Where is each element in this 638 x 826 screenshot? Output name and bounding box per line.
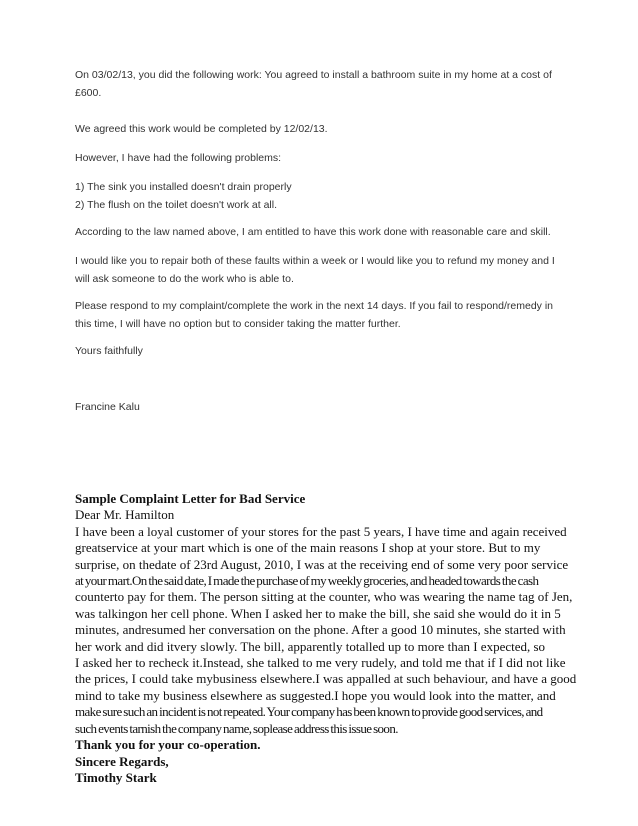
letter1-problem-2: 2) The flush on the toilet doesn't work at all. bbox=[75, 199, 278, 211]
letter2-line: was talkingon her cell phone. When I asked her to make the bill, she said she would do it in 5 bbox=[75, 605, 561, 621]
letter2-line: minutes, andresumed her conversation on the phone. After a good 10 minutes, she started with bbox=[75, 622, 566, 638]
letter2-salutation: Dear Mr. Hamilton bbox=[75, 507, 175, 523]
letter1-request-line2: will ask someone to do the work who is able to. bbox=[75, 273, 294, 285]
letter2-body bbox=[75, 491, 575, 786]
letter1-request-line1: I would like you to repair both of these faults within a week or I would like you to refund my money and I bbox=[75, 255, 555, 267]
letter2-line: counterto pay for them. The person sitting at the counter, who was wearing the name tag of Jen, bbox=[75, 589, 573, 605]
letter1-deadline-line1: Please respond to my complaint/complete the work in the next 14 days. If you fail to respond/remedy in bbox=[75, 300, 554, 312]
letter2-line: I have been a loyal customer of your stores for the past 5 years, I have time and again received bbox=[75, 523, 567, 539]
letter2-signature: Timothy Stark bbox=[75, 769, 157, 785]
letter1-closing: Yours faithfully bbox=[75, 345, 143, 357]
letter1-work-line1: On 03/02/13, you did the following work: You agreed to install a bathroom suite in my home at a cost of bbox=[75, 69, 552, 81]
letter1-signature: Francine Kalu bbox=[75, 401, 140, 413]
letter1-problem-1: 1) The sink you installed doesn't drain properly bbox=[75, 181, 292, 193]
letter2-title: Sample Complaint Letter for Bad Service bbox=[75, 491, 306, 506]
letter2-line: such events tarnish the company name, soplease address this issue soon. bbox=[75, 720, 398, 736]
letter1-paragraph-work bbox=[75, 66, 565, 102]
letter2-line: at your mart.On the said date, I made the purchase of my weekly groceries, and headed towards the cash bbox=[75, 573, 539, 589]
letter2-line: the prices, I could take mybusiness elsewhere.I was appalled at such behaviour, and have a good bbox=[75, 671, 577, 687]
letter2-line: make sure such an incident is not repeated. Your company has been known to provide good services, and bbox=[75, 704, 543, 720]
letter2-line: surprise, on thedate of 23rd August, 2010, I was at the receiving end of some very poor service bbox=[75, 556, 569, 572]
letter2-line: mind to take my business elsewhere as suggested.I hope you would look into the matter, and bbox=[75, 687, 556, 703]
letter1-paragraph-request bbox=[75, 252, 565, 288]
letter1-paragraph-agreed: We agreed this work would be completed by 12/02/13. bbox=[75, 123, 328, 135]
letter1-work-line2: £600. bbox=[75, 87, 102, 99]
letter2-thanks: Thank you for your co-operation. bbox=[75, 737, 261, 753]
letter1-paragraph-deadline bbox=[75, 297, 565, 333]
letter1-paragraph-law: According to the law named above, I am entitled to have this work done with reasonable care and skill. bbox=[75, 226, 551, 238]
letter1-paragraph-problems-intro: However, I have had the following problems: bbox=[75, 152, 282, 164]
letter1-problem-list bbox=[75, 178, 565, 214]
letter1-deadline-line2: this time, I will have no option but to consider taking the matter further. bbox=[75, 318, 401, 330]
letter2-line: I asked her to recheck it.Instead, she talked to me very rudely, and told me that if I did not like bbox=[75, 655, 566, 671]
letter2-regards: Sincere Regards, bbox=[75, 753, 169, 769]
letter2-line: greatservice at your mart which is one of the main reasons I shop at your store. But to my bbox=[75, 540, 541, 556]
letter2-line: her work and did itvery slowly. The bill, apparently totalled up to more than I expected, so bbox=[75, 638, 546, 654]
